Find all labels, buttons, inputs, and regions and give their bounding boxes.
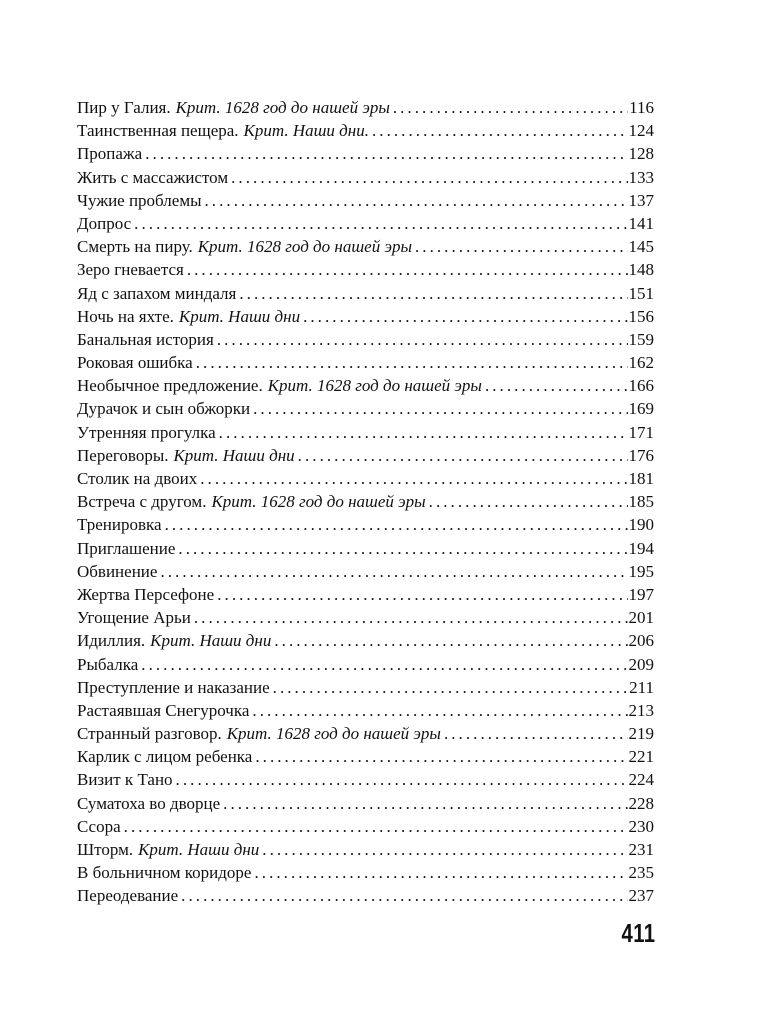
- toc-entry-subtitle: Крит. 1628 год до нашей эры: [211, 492, 426, 512]
- toc-entry-title: Жертва Персефоне: [77, 584, 215, 604]
- toc-entry-page: 213: [628, 700, 654, 720]
- dot-leader: [231, 166, 627, 189]
- page-number: 411: [621, 918, 655, 948]
- toc-entry-page: 237: [628, 886, 654, 906]
- toc-entry-page: 219: [628, 724, 654, 744]
- toc-entry-subtitle: Крит. 1628 год до нашей эры: [175, 98, 390, 117]
- toc-entry-title: Угощение Арьи: [77, 608, 191, 628]
- toc-entry-title: Тренировка: [77, 515, 162, 535]
- toc-entry-page: 211: [629, 677, 654, 697]
- table-of-contents: [77, 96, 654, 908]
- toc-entry: [77, 653, 654, 676]
- toc-entry-title: Ссора: [77, 816, 121, 836]
- toc-entry-title: Зеро гневается: [77, 260, 184, 280]
- toc-entry: [77, 722, 654, 745]
- toc-entry: [77, 861, 654, 884]
- dot-leader: [134, 212, 627, 235]
- dot-leader: [217, 583, 627, 606]
- toc-entry-title: Переговоры.: [77, 445, 169, 465]
- dot-leader: [253, 397, 627, 420]
- toc-entry-title: Жить с массажистом: [77, 167, 229, 187]
- toc-entry-title: Банальная история: [77, 329, 214, 349]
- toc-entry-page: 145: [628, 237, 654, 257]
- toc-entry: [77, 212, 654, 235]
- toc-entry-title: Необычное предложение.: [77, 376, 263, 396]
- toc-entry-page: 169: [628, 399, 654, 419]
- dot-leader: [485, 374, 628, 397]
- toc-entry-subtitle: Крит. 1628 год до нашей эры: [267, 376, 482, 396]
- dot-leader: [176, 768, 628, 791]
- toc-entry: [77, 374, 654, 397]
- toc-entry-page: 221: [628, 747, 654, 767]
- dot-leader: [415, 235, 628, 258]
- toc-entry: [77, 351, 654, 374]
- toc-entry-page: 206: [628, 631, 654, 651]
- dot-leader: [303, 305, 627, 328]
- toc-entry-title: Яд с запахом миндаля: [77, 283, 237, 303]
- dot-leader: [141, 653, 627, 676]
- toc-entry-page: 197: [628, 584, 654, 604]
- toc-entry-title: Визит к Тано: [77, 770, 173, 790]
- toc-entry-title: Допрос: [77, 213, 132, 233]
- dot-leader: [194, 606, 628, 629]
- dot-leader: [219, 421, 628, 444]
- toc-entry: [77, 305, 654, 328]
- toc-entry-page: 231: [628, 840, 654, 859]
- toc-entry-subtitle: Крит. Наши дни: [138, 840, 260, 859]
- toc-entry: [77, 397, 654, 420]
- toc-entry-title: Обвинение: [77, 561, 158, 581]
- toc-entry-page: 230: [628, 816, 654, 836]
- toc-entry-title: Пропажа: [77, 144, 143, 164]
- toc-entry-page: 209: [628, 654, 654, 674]
- toc-entry: [77, 467, 654, 490]
- toc-entry-page: 137: [628, 190, 654, 210]
- dot-leader: [124, 815, 628, 838]
- toc-entry-page: 166: [628, 376, 654, 396]
- toc-entry: [77, 421, 654, 444]
- toc-entry-title: Рыбалка: [77, 654, 139, 674]
- dot-leader: [200, 467, 627, 490]
- toc-entry: [77, 119, 654, 142]
- dot-leader: [223, 792, 627, 815]
- dot-leader: [196, 351, 628, 374]
- toc-entry: [77, 884, 654, 907]
- toc-entry-title: Пир у Галия.: [77, 98, 171, 117]
- dot-leader: [239, 282, 627, 305]
- dot-leader: [262, 838, 627, 861]
- toc-entry: [77, 560, 654, 583]
- toc-entry: [77, 258, 654, 281]
- dot-leader: [160, 560, 627, 583]
- toc-entry-title: Странный разговор.: [77, 724, 222, 744]
- toc-entry: [77, 142, 654, 165]
- toc-entry-page: 162: [628, 353, 654, 373]
- toc-entry: [77, 537, 654, 560]
- toc-entry-page: 201: [628, 608, 654, 628]
- toc-entry-page: 116: [629, 98, 654, 117]
- toc-entry: [77, 745, 654, 768]
- toc-entry: [77, 815, 654, 838]
- toc-entry-subtitle: Крит. Наши дни.: [243, 121, 369, 141]
- dot-leader: [444, 722, 628, 745]
- toc-entry-page: 195: [628, 561, 654, 581]
- toc-entry-subtitle: Крит. Наши дни: [173, 445, 295, 465]
- toc-entry: [77, 792, 654, 815]
- toc-entry: [77, 166, 654, 189]
- toc-entry-page: 224: [628, 770, 654, 790]
- toc-entry-subtitle: Крит. Наши дни: [150, 631, 272, 651]
- toc-entry: [77, 96, 654, 119]
- toc-entry-title: Переодевание: [77, 886, 179, 906]
- toc-entry: [77, 676, 654, 699]
- toc-entry-page: 128: [628, 144, 654, 164]
- toc-entry: [77, 282, 654, 305]
- dot-leader: [252, 699, 627, 722]
- toc-entry-title: Столик на двоих: [77, 469, 198, 488]
- toc-entry-title: Дурачок и сын обжорки: [77, 399, 251, 419]
- toc-entry-title: Роковая ошибка: [77, 353, 193, 373]
- toc-entry-page: 151: [628, 283, 654, 303]
- toc-entry: [77, 490, 654, 513]
- toc-entry-subtitle: Крит. Наши дни: [178, 306, 301, 326]
- dot-leader: [205, 189, 628, 212]
- toc-entry-title: Встреча с другом.: [77, 492, 207, 512]
- toc-entry-page: 235: [628, 863, 654, 883]
- toc-entry-title: Преступление и наказание: [77, 677, 270, 697]
- toc-entry-title: Чужие проблемы: [77, 190, 202, 210]
- toc-entry-title: В больничном коридоре: [77, 863, 252, 883]
- toc-entry-title: Утренняя прогулка: [77, 422, 216, 442]
- toc-entry-page: 194: [628, 538, 654, 558]
- toc-entry: [77, 838, 654, 861]
- dot-leader: [217, 328, 628, 351]
- toc-entry-page: 148: [628, 260, 654, 280]
- toc-entry-subtitle: Крит. 1628 год до нашей эры: [197, 237, 412, 257]
- toc-entry-page: 190: [628, 515, 654, 535]
- dot-leader: [145, 142, 627, 165]
- toc-entry: [77, 583, 654, 606]
- dot-leader: [254, 861, 627, 884]
- toc-entry: [77, 235, 654, 258]
- dot-leader: [393, 96, 628, 119]
- toc-entry: [77, 328, 654, 351]
- toc-entry-title: Растаявшая Снегурочка: [77, 700, 250, 720]
- toc-entry-page: 156: [628, 306, 654, 326]
- toc-entry-page: 159: [628, 329, 654, 349]
- toc-entry: [77, 768, 654, 791]
- dot-leader: [429, 490, 628, 513]
- toc-entry-page: 185: [628, 492, 654, 512]
- toc-entry-title: Шторм.: [77, 840, 134, 859]
- toc-entry: [77, 444, 654, 467]
- toc-entry: [77, 606, 654, 629]
- toc-entry-title: Карлик с лицом ребенка: [77, 747, 253, 767]
- toc-entry-page: 171: [628, 422, 654, 442]
- dot-leader: [273, 676, 628, 699]
- toc-entry-page: 141: [628, 213, 654, 233]
- toc-entry-title: Таинственная пещера.: [77, 121, 239, 141]
- toc-entry-page: 176: [628, 445, 654, 465]
- toc-entry-subtitle: Крит. 1628 год до нашей эры: [226, 724, 441, 744]
- toc-entry-page: 228: [628, 793, 654, 813]
- dot-leader: [274, 629, 627, 652]
- dot-leader: [178, 537, 627, 560]
- dot-leader: [187, 258, 628, 281]
- dot-leader: [165, 513, 628, 536]
- toc-entry: [77, 699, 654, 722]
- toc-entry-page: 124: [628, 121, 654, 141]
- toc-entry: [77, 513, 654, 536]
- toc-entry-page: 181: [628, 469, 654, 488]
- toc-entry: [77, 189, 654, 212]
- toc-entry-title: Приглашение: [77, 538, 176, 558]
- dot-leader: [298, 444, 628, 467]
- dot-leader: [181, 884, 627, 907]
- toc-entry: [77, 629, 654, 652]
- dot-leader: [255, 745, 627, 768]
- dot-leader: [372, 119, 628, 142]
- toc-entry-title: Смерть на пиру.: [77, 237, 193, 257]
- toc-entry-page: 133: [628, 167, 654, 187]
- toc-entry-title: Суматоха во дворце: [77, 793, 221, 813]
- toc-entry-title: Идиллия.: [77, 631, 146, 651]
- toc-entry-title: Ночь на яхте.: [77, 306, 174, 326]
